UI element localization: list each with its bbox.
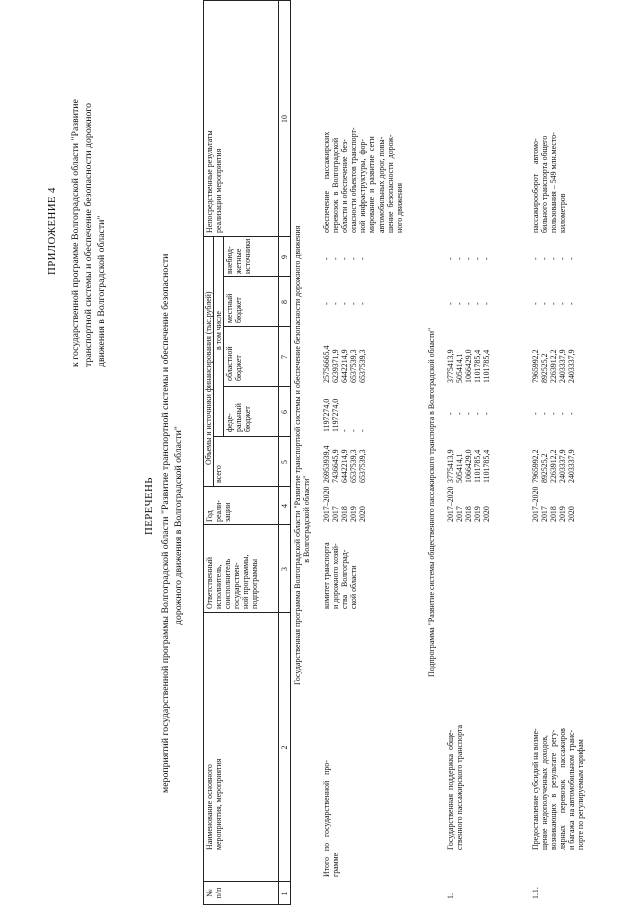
document-title: ПЕРЕЧЕНЬ bbox=[143, 477, 155, 535]
header-num: № п/п bbox=[205, 887, 224, 899]
header-federal: феде- ральный бюджет bbox=[225, 403, 253, 432]
table-rule-funding bbox=[213, 237, 214, 487]
row-years: 2017–2020 2017 2018 2019 2020 bbox=[446, 486, 492, 522]
colnum-1: 1 bbox=[280, 891, 289, 896]
colnum-5: 5 bbox=[280, 460, 289, 464]
row-total: 7965992,2 892525,2 2263912,2 2403337,9 2403337,9 bbox=[531, 449, 577, 483]
header-executor: Ответственный исполнитель, соисполнитель государствен- ной программы, подпрограммы bbox=[205, 554, 260, 609]
colnum-9: 9 bbox=[280, 255, 289, 259]
colnum-8: 8 bbox=[280, 300, 289, 304]
header-name: Наименование основного мероприятия, мероприятия bbox=[205, 758, 224, 850]
total-row-years: 2017–2020 2017 2018 2019 2020 bbox=[322, 486, 368, 522]
total-row-results: обеспечение пассажирских перевозок в Волгоградской области и обеспечение без- опасности объектов транспорт- ной инфраструктуры, фор- мирование и развитие сети автомобильных дорог, повы- шение безопасности дорож- ного движения bbox=[322, 127, 404, 233]
header-local: местный бюджет bbox=[225, 293, 244, 323]
header-total: всего bbox=[214, 465, 223, 483]
total-row-regional: 25756665,4 6239371,9 6442214,9 6537539,3 6537539,3 bbox=[322, 345, 368, 383]
row-number: 1.1. bbox=[531, 887, 540, 899]
header-results: Непосредственные результаты реализации мероприятия bbox=[205, 130, 224, 233]
row-regional: 7965992,2 892525,2 2263912,2 2403337,9 2403337,9 bbox=[531, 349, 577, 383]
appendix-ref-line3: движения в Волгоградской области" bbox=[96, 215, 107, 367]
row-total: 3775413,9 505414,1 1066429,0 1101785,4 1101785,4 bbox=[446, 449, 492, 483]
table-rule-incl bbox=[223, 237, 224, 437]
total-row-executor: комитет транспорта и дорожного хозяй- ства Волгоград- ской области bbox=[322, 542, 359, 609]
row-federal: - - - - - bbox=[446, 412, 492, 415]
header-year: Год реали- зации bbox=[205, 500, 233, 522]
appendix-ref-line2: транспортной системы и обеспечение безопасности дорожного bbox=[83, 102, 94, 367]
total-row-federal: 1197274,0 1197274,0 - - - bbox=[322, 398, 368, 432]
section-program-heading: Государственная программа Волгоградской области "Развитие транспортной системы и обеспечение безопасности дорожного движения в Волгоградской области" bbox=[293, 225, 312, 685]
row-local: - - - - - bbox=[446, 302, 492, 305]
header-other: внебюд- жетные источники bbox=[225, 238, 253, 274]
table-col-sep bbox=[213, 436, 290, 437]
appendix-ref-line1: к государственной программе Волгоградской области "Развитие bbox=[70, 99, 81, 367]
table-col-sep bbox=[203, 524, 290, 525]
row-other: - - - - - bbox=[531, 257, 577, 260]
table-col-sep bbox=[203, 612, 290, 613]
colnum-7: 7 bbox=[280, 355, 289, 359]
total-row-local: - - - - - bbox=[322, 302, 368, 305]
row-local: - - - - - bbox=[531, 302, 577, 305]
header-incl: в том числе bbox=[214, 311, 223, 350]
row-name: Государственная поддержка обще- ственного пассажирского транспорта bbox=[446, 724, 465, 850]
table-col-sep bbox=[203, 881, 290, 882]
row-results: пассажирооборот автомо- бильного транспорта общего пользования – 549 млн.место- километров bbox=[531, 132, 568, 233]
appendix-title: ПРИЛОЖЕНИЕ 4 bbox=[46, 187, 58, 275]
document-subtitle-line2: дорожного движения в Волгоградской области" bbox=[173, 426, 184, 625]
section-subprogram-heading: Подпрограмма "Развитие системы общественного пассажирского транспорта в Волгоградской области" bbox=[427, 327, 436, 677]
table-col-sep bbox=[203, 236, 290, 237]
colnum-4: 4 bbox=[280, 504, 289, 508]
colnum-6: 6 bbox=[280, 410, 289, 414]
table-col-sep bbox=[203, 486, 290, 487]
row-number: 1. bbox=[446, 893, 455, 899]
row-name: Предоставление субсидий на возме- щение недополученных доходов, возникающих в результате регу- лярных перевозок пассажиров и багажа на автомобильном транс- порте по регулируемым тарифам bbox=[531, 728, 586, 850]
header-funding: Объемы и источники финансирования (тыс.рублей) bbox=[204, 291, 213, 465]
total-row-label: Итого по государственной про- грамме bbox=[322, 760, 341, 877]
table-rule-colnums-top bbox=[278, 0, 279, 905]
row-years: 2017–2020 2017 2018 2019 2020 bbox=[531, 486, 577, 522]
total-row-other: - - - - - bbox=[322, 257, 368, 260]
row-regional: 3775413,9 505414,1 1066429,0 1101785,4 1101785,4 bbox=[446, 349, 492, 383]
table-border-right bbox=[203, 0, 290, 1]
row-federal: - - - - - bbox=[531, 412, 577, 415]
total-row-total: 26953939,4 7436645,9 6442214,9 6537539,3 6537539,3 bbox=[322, 445, 368, 483]
row-other: - - - - - bbox=[446, 257, 492, 260]
colnum-2: 2 bbox=[280, 745, 289, 750]
colnum-3: 3 bbox=[280, 567, 289, 571]
table-rule-colnums-bottom bbox=[290, 0, 291, 905]
colnum-10: 10 bbox=[280, 115, 289, 123]
header-regional: областной бюджет bbox=[225, 346, 244, 381]
document-subtitle-line1: мероприятий государственной программы Волгоградской области "Развитие транспортной системы и обеспечение безопасности bbox=[160, 253, 171, 793]
